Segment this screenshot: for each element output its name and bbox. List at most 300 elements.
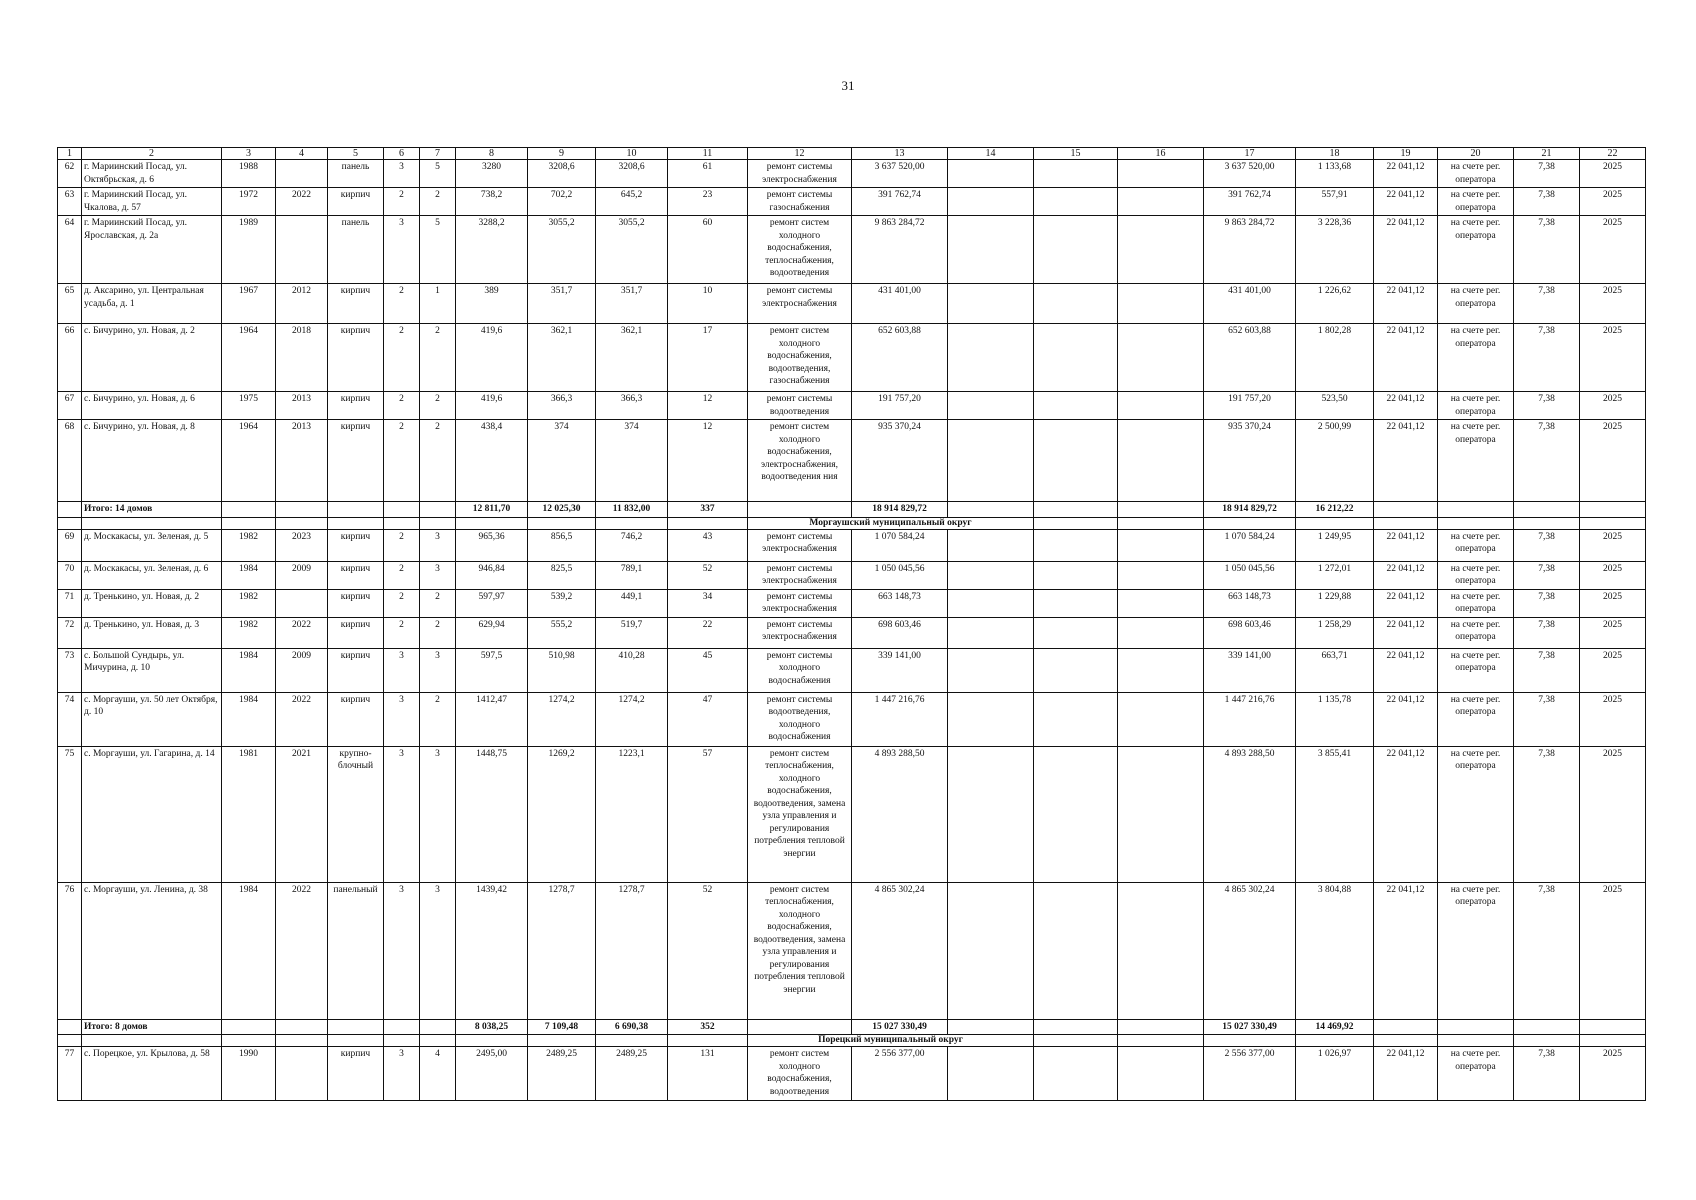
floors-cell: 2 xyxy=(384,589,420,617)
col-16-cell xyxy=(1118,324,1204,392)
residents-cell: 52 xyxy=(668,561,748,589)
completion-year-cell: 2025 xyxy=(1580,529,1646,561)
col-15-cell xyxy=(1034,160,1118,188)
table-body xyxy=(58,148,1646,1101)
rate-cell: 7,38 xyxy=(1514,324,1580,392)
col-14-cell xyxy=(948,561,1034,589)
col-14-cell xyxy=(948,692,1034,746)
owners-funds-cell: 4 865 302,24 xyxy=(1204,882,1296,1019)
table-row xyxy=(58,882,1646,1019)
total-cost-cell: 935 370,24 xyxy=(852,420,948,502)
col-15-cell xyxy=(1034,1019,1118,1035)
living-area-cell: 2489,25 xyxy=(528,1047,596,1101)
section-empty-cell xyxy=(528,517,596,529)
residential-area-cell: 351,7 xyxy=(596,284,668,324)
owners-funds-cell: 935 370,24 xyxy=(1204,420,1296,502)
floors-cell: 3 xyxy=(384,692,420,746)
col-16-cell xyxy=(1118,216,1204,284)
unit-cost-cell: 1 229,88 xyxy=(1296,589,1374,617)
entrances-cell: 2 xyxy=(420,324,456,392)
row-number-cell: 62 xyxy=(58,160,82,188)
repair-type-cell xyxy=(748,1019,852,1035)
year-built-cell: 1990 xyxy=(222,1047,276,1101)
repair-type-cell: ремонт системы водоотведения, холодного водоснабжения xyxy=(748,692,852,746)
col-15-cell xyxy=(1034,324,1118,392)
column-header: 21 xyxy=(1514,148,1580,160)
year-built-cell: 1967 xyxy=(222,284,276,324)
total-cost-cell: 18 914 829,72 xyxy=(852,502,948,518)
year-last-repair-cell: 2023 xyxy=(276,529,328,561)
rate-cell: 7,38 xyxy=(1514,216,1580,284)
floors-cell: 2 xyxy=(384,188,420,216)
table-row xyxy=(58,392,1646,420)
address-cell: с. Порецкое, ул. Крылова, д. 58 xyxy=(82,1047,222,1101)
limit-cost-cell: 22 041,12 xyxy=(1374,746,1438,882)
unit-cost-cell: 3 804,88 xyxy=(1296,882,1374,1019)
year-built-cell: 1989 xyxy=(222,216,276,284)
row-number-cell: 77 xyxy=(58,1047,82,1101)
col-14-cell xyxy=(948,216,1034,284)
wall-material-cell: кирпич xyxy=(328,589,384,617)
residential-area-cell: 645,2 xyxy=(596,188,668,216)
fund-account-cell: на счете рег. оператора xyxy=(1438,160,1514,188)
owners-funds-cell: 698 603,46 xyxy=(1204,617,1296,648)
total-cost-cell: 191 757,20 xyxy=(852,392,948,420)
year-built-cell: 1982 xyxy=(222,589,276,617)
completion-year-cell: 2025 xyxy=(1580,882,1646,1019)
row-number-cell xyxy=(58,1019,82,1035)
completion-year-cell: 2025 xyxy=(1580,188,1646,216)
repair-type-cell xyxy=(748,502,852,518)
completion-year-cell: 2025 xyxy=(1580,692,1646,746)
completion-year-cell: 2025 xyxy=(1580,589,1646,617)
column-header: 18 xyxy=(1296,148,1374,160)
floors-cell: 3 xyxy=(384,160,420,188)
address-cell: д. Москакасы, ул. Зеленая, д. 5 xyxy=(82,529,222,561)
residents-cell: 337 xyxy=(668,502,748,518)
unit-cost-cell: 1 133,68 xyxy=(1296,160,1374,188)
limit-cost-cell: 22 041,12 xyxy=(1374,692,1438,746)
completion-year-cell: 2025 xyxy=(1580,746,1646,882)
unit-cost-cell: 1 249,95 xyxy=(1296,529,1374,561)
year-built-cell: 1984 xyxy=(222,648,276,692)
column-header: 20 xyxy=(1438,148,1514,160)
table-row xyxy=(58,420,1646,502)
row-number-cell: 68 xyxy=(58,420,82,502)
year-last-repair-cell xyxy=(276,160,328,188)
residents-cell: 22 xyxy=(668,617,748,648)
column-header: 16 xyxy=(1118,148,1204,160)
living-area-cell: 362,1 xyxy=(528,324,596,392)
floors-cell: 3 xyxy=(384,882,420,1019)
residents-cell: 45 xyxy=(668,648,748,692)
year-last-repair-cell xyxy=(276,502,328,518)
year-built-cell: 1982 xyxy=(222,617,276,648)
col-14-cell xyxy=(948,502,1034,518)
section-empty-cell xyxy=(596,1035,668,1047)
unit-cost-cell: 1 026,97 xyxy=(1296,1047,1374,1101)
wall-material-cell xyxy=(328,1019,384,1035)
residents-cell: 10 xyxy=(668,284,748,324)
total-cost-cell: 698 603,46 xyxy=(852,617,948,648)
entrances-cell: 2 xyxy=(420,392,456,420)
wall-material-cell xyxy=(328,502,384,518)
col-14-cell xyxy=(948,420,1034,502)
row-number-cell: 75 xyxy=(58,746,82,882)
residential-area-cell: 519,7 xyxy=(596,617,668,648)
residential-area-cell: 1278,7 xyxy=(596,882,668,1019)
living-area-cell: 510,98 xyxy=(528,648,596,692)
col-14-cell xyxy=(948,617,1034,648)
wall-material-cell: кирпич xyxy=(328,529,384,561)
limit-cost-cell: 22 041,12 xyxy=(1374,589,1438,617)
entrances-cell: 2 xyxy=(420,589,456,617)
section-empty-cell xyxy=(1118,517,1204,529)
rate-cell: 7,38 xyxy=(1514,617,1580,648)
year-last-repair-cell xyxy=(276,216,328,284)
wall-material-cell: кирпич xyxy=(328,1047,384,1101)
entrances-cell: 1 xyxy=(420,284,456,324)
limit-cost-cell: 22 041,12 xyxy=(1374,882,1438,1019)
unit-cost-cell: 14 469,92 xyxy=(1296,1019,1374,1035)
unit-cost-cell: 3 228,36 xyxy=(1296,216,1374,284)
limit-cost-cell xyxy=(1374,502,1438,518)
living-area-cell: 7 109,48 xyxy=(528,1019,596,1035)
fund-account-cell: на счете рег. оператора xyxy=(1438,692,1514,746)
col-14-cell xyxy=(948,392,1034,420)
completion-year-cell: 2025 xyxy=(1580,1047,1646,1101)
year-built-cell: 1964 xyxy=(222,420,276,502)
floors-cell: 2 xyxy=(384,529,420,561)
table-row xyxy=(58,160,1646,188)
owners-funds-cell: 339 141,00 xyxy=(1204,648,1296,692)
col-15-cell xyxy=(1034,1047,1118,1101)
entrances-cell: 2 xyxy=(420,617,456,648)
total-area-cell: 419,6 xyxy=(456,324,528,392)
wall-material-cell: кирпич xyxy=(328,392,384,420)
year-last-repair-cell: 2013 xyxy=(276,420,328,502)
column-header: 2 xyxy=(82,148,222,160)
floors-cell: 2 xyxy=(384,392,420,420)
rate-cell: 7,38 xyxy=(1514,746,1580,882)
floors-cell: 3 xyxy=(384,1047,420,1101)
residents-cell: 12 xyxy=(668,392,748,420)
residents-cell: 17 xyxy=(668,324,748,392)
rate-cell xyxy=(1514,1019,1580,1035)
entrances-cell: 5 xyxy=(420,160,456,188)
wall-material-cell: кирпич xyxy=(328,188,384,216)
total-area-cell: 2495,00 xyxy=(456,1047,528,1101)
owners-funds-cell: 652 603,88 xyxy=(1204,324,1296,392)
section-empty-cell xyxy=(276,517,328,529)
completion-year-cell xyxy=(1580,1019,1646,1035)
year-last-repair-cell xyxy=(276,589,328,617)
year-last-repair-cell: 2022 xyxy=(276,882,328,1019)
fund-account-cell: на счете рег. оператора xyxy=(1438,1047,1514,1101)
section-empty-cell xyxy=(1296,517,1374,529)
table-row xyxy=(58,1047,1646,1101)
rate-cell: 7,38 xyxy=(1514,882,1580,1019)
column-header: 6 xyxy=(384,148,420,160)
limit-cost-cell: 22 041,12 xyxy=(1374,324,1438,392)
fund-account-cell: на счете рег. оператора xyxy=(1438,746,1514,882)
address-cell: г. Мариинский Посад, ул. Ярославская, д. 2а xyxy=(82,216,222,284)
total-area-cell: 946,84 xyxy=(456,561,528,589)
col-15-cell xyxy=(1034,746,1118,882)
column-header: 14 xyxy=(948,148,1034,160)
total-area-cell: 597,97 xyxy=(456,589,528,617)
year-last-repair-cell: 2018 xyxy=(276,324,328,392)
rate-cell: 7,38 xyxy=(1514,692,1580,746)
col-15-cell xyxy=(1034,692,1118,746)
year-last-repair-cell: 2022 xyxy=(276,617,328,648)
residential-area-cell: 1223,1 xyxy=(596,746,668,882)
completion-year-cell: 2025 xyxy=(1580,392,1646,420)
living-area-cell: 351,7 xyxy=(528,284,596,324)
residents-cell: 23 xyxy=(668,188,748,216)
address-cell: с. Бичурино, ул. Новая, д. 8 xyxy=(82,420,222,502)
unit-cost-cell: 663,71 xyxy=(1296,648,1374,692)
repair-type-cell: ремонт систем холодного водоснабжения, водоотведения, газоснабжения xyxy=(748,324,852,392)
fund-account-cell: на счете рег. оператора xyxy=(1438,617,1514,648)
fund-account-cell: на счете рег. оператора xyxy=(1438,529,1514,561)
residential-area-cell: 2489,25 xyxy=(596,1047,668,1101)
col-14-cell xyxy=(948,160,1034,188)
col-16-cell xyxy=(1118,617,1204,648)
address-cell: Итого: 14 домов xyxy=(82,502,222,518)
floors-cell xyxy=(384,502,420,518)
total-area-cell: 965,36 xyxy=(456,529,528,561)
year-last-repair-cell: 2009 xyxy=(276,561,328,589)
table-row xyxy=(58,188,1646,216)
col-15-cell xyxy=(1034,420,1118,502)
section-empty-cell xyxy=(1514,517,1580,529)
col-16-cell xyxy=(1118,160,1204,188)
wall-material-cell: кирпич xyxy=(328,561,384,589)
col-16-cell xyxy=(1118,589,1204,617)
section-empty-cell xyxy=(82,517,222,529)
limit-cost-cell xyxy=(1374,1019,1438,1035)
owners-funds-cell: 1 050 045,56 xyxy=(1204,561,1296,589)
entrances-cell: 5 xyxy=(420,216,456,284)
year-built-cell: 1964 xyxy=(222,324,276,392)
residential-area-cell: 789,1 xyxy=(596,561,668,589)
year-last-repair-cell: 2013 xyxy=(276,392,328,420)
owners-funds-cell: 9 863 284,72 xyxy=(1204,216,1296,284)
unit-cost-cell: 3 855,41 xyxy=(1296,746,1374,882)
col-15-cell xyxy=(1034,216,1118,284)
year-built-cell: 1975 xyxy=(222,392,276,420)
section-empty-cell xyxy=(1204,1035,1296,1047)
wall-material-cell: панель xyxy=(328,160,384,188)
column-header: 12 xyxy=(748,148,852,160)
repair-type-cell: ремонт систем холодного водоснабжения, электроснабжения, водоотведения ния xyxy=(748,420,852,502)
column-header: 22 xyxy=(1580,148,1646,160)
total-area-cell: 597,5 xyxy=(456,648,528,692)
year-last-repair-cell: 2021 xyxy=(276,746,328,882)
entrances-cell: 2 xyxy=(420,420,456,502)
col-15-cell xyxy=(1034,529,1118,561)
section-empty-cell xyxy=(82,1035,222,1047)
col-14-cell xyxy=(948,284,1034,324)
column-header: 4 xyxy=(276,148,328,160)
total-cost-cell: 1 447 216,76 xyxy=(852,692,948,746)
floors-cell: 2 xyxy=(384,617,420,648)
year-built-cell: 1984 xyxy=(222,692,276,746)
column-header: 1 xyxy=(58,148,82,160)
rate-cell: 7,38 xyxy=(1514,160,1580,188)
col-15-cell xyxy=(1034,617,1118,648)
row-number-cell xyxy=(58,502,82,518)
unit-cost-cell: 16 212,22 xyxy=(1296,502,1374,518)
total-cost-cell: 431 401,00 xyxy=(852,284,948,324)
table-row xyxy=(58,746,1646,882)
living-area-cell: 539,2 xyxy=(528,589,596,617)
total-area-cell: 438,4 xyxy=(456,420,528,502)
section-empty-cell xyxy=(1438,1035,1514,1047)
entrances-cell: 3 xyxy=(420,529,456,561)
section-title: Порецкий муниципальный округ xyxy=(748,1035,1034,1047)
section-empty-cell xyxy=(58,517,82,529)
limit-cost-cell: 22 041,12 xyxy=(1374,392,1438,420)
table-row xyxy=(58,589,1646,617)
rate-cell xyxy=(1514,502,1580,518)
table-row xyxy=(58,284,1646,324)
section-empty-cell xyxy=(528,1035,596,1047)
table-row xyxy=(58,529,1646,561)
limit-cost-cell: 22 041,12 xyxy=(1374,188,1438,216)
year-built-cell: 1984 xyxy=(222,561,276,589)
residential-area-cell: 3208,6 xyxy=(596,160,668,188)
col-16-cell xyxy=(1118,529,1204,561)
wall-material-cell: кирпич xyxy=(328,692,384,746)
section-empty-cell xyxy=(1204,517,1296,529)
year-last-repair-cell xyxy=(276,1047,328,1101)
fund-account-cell: на счете рег. оператора xyxy=(1438,589,1514,617)
section-empty-cell xyxy=(58,1035,82,1047)
fund-account-cell: на счете рег. оператора xyxy=(1438,324,1514,392)
col-15-cell xyxy=(1034,392,1118,420)
total-cost-cell: 9 863 284,72 xyxy=(852,216,948,284)
residents-cell: 43 xyxy=(668,529,748,561)
fund-account-cell: на счете рег. оператора xyxy=(1438,882,1514,1019)
section-empty-cell xyxy=(1438,517,1514,529)
residents-cell: 61 xyxy=(668,160,748,188)
rate-cell: 7,38 xyxy=(1514,188,1580,216)
unit-cost-cell: 557,91 xyxy=(1296,188,1374,216)
floors-cell: 2 xyxy=(384,284,420,324)
col-14-cell xyxy=(948,882,1034,1019)
col-16-cell xyxy=(1118,882,1204,1019)
row-number-cell: 66 xyxy=(58,324,82,392)
section-empty-cell xyxy=(1296,1035,1374,1047)
rate-cell: 7,38 xyxy=(1514,392,1580,420)
section-empty-cell xyxy=(1580,1035,1646,1047)
row-number-cell: 67 xyxy=(58,392,82,420)
residential-area-cell: 6 690,38 xyxy=(596,1019,668,1035)
residents-cell: 34 xyxy=(668,589,748,617)
entrances-cell: 3 xyxy=(420,882,456,1019)
total-cost-cell: 2 556 377,00 xyxy=(852,1047,948,1101)
total-cost-cell: 3 637 520,00 xyxy=(852,160,948,188)
total-cost-cell: 4 865 302,24 xyxy=(852,882,948,1019)
floors-cell: 3 xyxy=(384,648,420,692)
col-14-cell xyxy=(948,648,1034,692)
year-built-cell xyxy=(222,1019,276,1035)
living-area-cell: 555,2 xyxy=(528,617,596,648)
limit-cost-cell: 22 041,12 xyxy=(1374,420,1438,502)
repair-type-cell: ремонт системы газоснабжения xyxy=(748,188,852,216)
column-header: 5 xyxy=(328,148,384,160)
year-built-cell: 1988 xyxy=(222,160,276,188)
entrances-cell: 3 xyxy=(420,561,456,589)
repair-type-cell: ремонт систем холодного водоснабжения, водоотведения xyxy=(748,1047,852,1101)
owners-funds-cell: 1 447 216,76 xyxy=(1204,692,1296,746)
address-cell: с. Бичурино, ул. Новая, д. 6 xyxy=(82,392,222,420)
floors-cell: 2 xyxy=(384,324,420,392)
col-16-cell xyxy=(1118,502,1204,518)
completion-year-cell: 2025 xyxy=(1580,648,1646,692)
header-row xyxy=(58,148,1646,160)
address-cell: с. Моргауши, ул. Гагарина, д. 14 xyxy=(82,746,222,882)
section-empty-cell xyxy=(456,517,528,529)
living-area-cell: 856,5 xyxy=(528,529,596,561)
col-14-cell xyxy=(948,324,1034,392)
residential-area-cell: 746,2 xyxy=(596,529,668,561)
address-cell: г. Мариинский Посад, ул. Чкалова, д. 57 xyxy=(82,188,222,216)
fund-account-cell xyxy=(1438,502,1514,518)
table-row xyxy=(58,324,1646,392)
col-15-cell xyxy=(1034,589,1118,617)
living-area-cell: 1274,2 xyxy=(528,692,596,746)
total-cost-cell: 1 070 584,24 xyxy=(852,529,948,561)
total-cost-cell: 652 603,88 xyxy=(852,324,948,392)
wall-material-cell: панельный xyxy=(328,882,384,1019)
floors-cell: 3 xyxy=(384,216,420,284)
section-empty-cell xyxy=(1374,1035,1438,1047)
owners-funds-cell: 4 893 288,50 xyxy=(1204,746,1296,882)
repair-type-cell: ремонт системы водоотведения xyxy=(748,392,852,420)
entrances-cell xyxy=(420,502,456,518)
owners-funds-cell: 191 757,20 xyxy=(1204,392,1296,420)
row-number-cell: 76 xyxy=(58,882,82,1019)
column-header: 11 xyxy=(668,148,748,160)
col-14-cell xyxy=(948,188,1034,216)
section-title: Моргаушский муниципальный округ xyxy=(748,517,1034,529)
completion-year-cell: 2025 xyxy=(1580,216,1646,284)
address-cell: д. Москакасы, ул. Зеленая, д. 6 xyxy=(82,561,222,589)
column-header: 13 xyxy=(852,148,948,160)
section-empty-cell xyxy=(668,1035,748,1047)
entrances-cell: 4 xyxy=(420,1047,456,1101)
fund-account-cell: на счете рег. оператора xyxy=(1438,284,1514,324)
col-16-cell xyxy=(1118,692,1204,746)
column-header: 17 xyxy=(1204,148,1296,160)
fund-account-cell: на счете рег. оператора xyxy=(1438,216,1514,284)
residential-area-cell: 1274,2 xyxy=(596,692,668,746)
year-built-cell: 1984 xyxy=(222,882,276,1019)
address-cell: с. Моргауши, ул. Ленина, д. 38 xyxy=(82,882,222,1019)
completion-year-cell: 2025 xyxy=(1580,324,1646,392)
address-cell: с. Большой Сундырь, ул. Мичурина, д. 10 xyxy=(82,648,222,692)
repair-type-cell: ремонт систем теплоснабжения, холодного водоснабжения, водоотведения, замена узла управления и регулирования потребления тепловой энергии xyxy=(748,882,852,1019)
residential-area-cell: 449,1 xyxy=(596,589,668,617)
owners-funds-cell: 663 148,73 xyxy=(1204,589,1296,617)
wall-material-cell: крупно-блочный xyxy=(328,746,384,882)
total-area-cell: 419,6 xyxy=(456,392,528,420)
total-cost-cell: 1 050 045,56 xyxy=(852,561,948,589)
floors-cell xyxy=(384,1019,420,1035)
